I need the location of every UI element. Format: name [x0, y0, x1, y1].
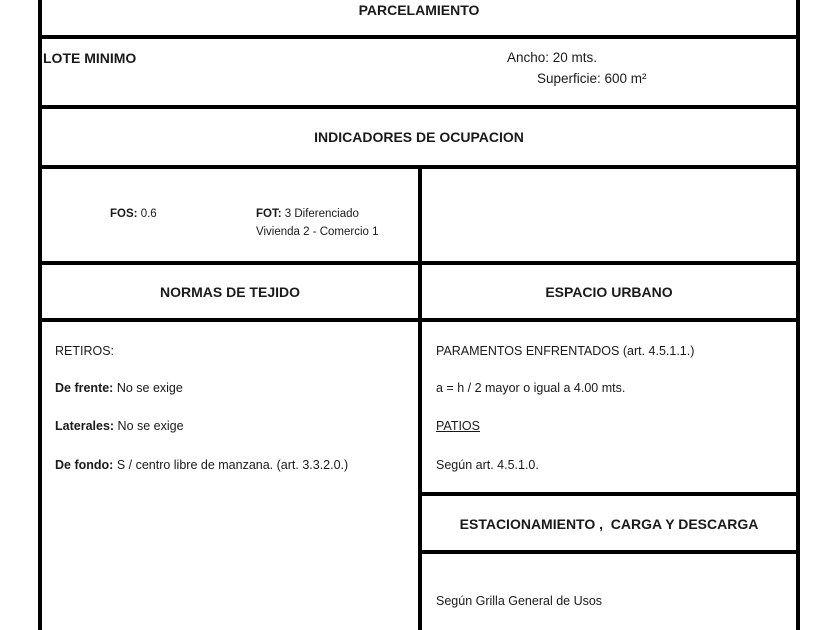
table-border-left: [38, 0, 42, 630]
row-divider-estacionamiento: [418, 550, 800, 554]
parcelamiento-title: PARCELAMIENTO: [358, 2, 480, 18]
fos-indicator: [110, 206, 157, 222]
table-border-right: [796, 0, 800, 630]
retiros-heading: RETIROS:: [55, 344, 115, 358]
retiro-item: [55, 418, 184, 434]
fos-label: FOS:: [110, 208, 138, 220]
fot-label: FOT:: [256, 208, 282, 220]
retiro-value: S / centro libre de manzana. (art. 3.3.2.0.): [116, 458, 349, 472]
normas-de-tejido-title: NORMAS DE TEJIDO: [159, 284, 300, 300]
lote-minimo-label: LOTE MINIMO: [43, 50, 137, 66]
paramentos-rule: a = h / 2 mayor o igual a 4.00 mts.: [436, 381, 626, 395]
lote-minimo-superficie: Superficie: 600 m²: [537, 71, 647, 86]
retiro-label: De frente:: [55, 381, 114, 395]
row-divider-parcelamiento: [38, 35, 800, 39]
column-divider-middle: [418, 165, 422, 630]
retiro-value: No se exige: [116, 381, 183, 395]
indicadores-title: INDICADORES DE OCUPACION: [314, 129, 524, 145]
retiro-value: No se exige: [117, 419, 184, 433]
paramentos-heading: PARAMENTOS ENFRENTADOS (art. 4.5.1.1.): [436, 344, 695, 358]
espacio-urbano-title: ESPACIO URBANO: [545, 284, 673, 300]
patios-heading: PATIOS: [436, 419, 480, 433]
fot-indicator: [256, 206, 359, 222]
retiro-item: [55, 380, 183, 396]
estacionamiento-rule: Según Grilla General de Usos: [436, 594, 603, 608]
row-divider-lote-minimo: [38, 105, 800, 109]
lote-minimo-ancho: Ancho: 20 mts.: [507, 50, 598, 65]
patios-rule: Según art. 4.5.1.0.: [436, 458, 539, 472]
retiro-label: Laterales:: [55, 419, 115, 433]
estacionamiento-title: ESTACIONAMIENTO , CARGA Y DESCARGA: [459, 516, 759, 532]
retiro-label: De fondo:: [55, 458, 114, 472]
fot-value: 3 Diferenciado: [284, 208, 359, 220]
fos-value: 0.6: [140, 208, 157, 220]
retiro-item: [55, 457, 348, 473]
fot-detail: Vivienda 2 - Comercio 1: [256, 226, 379, 238]
row-divider-espacio-urbano: [418, 492, 800, 496]
